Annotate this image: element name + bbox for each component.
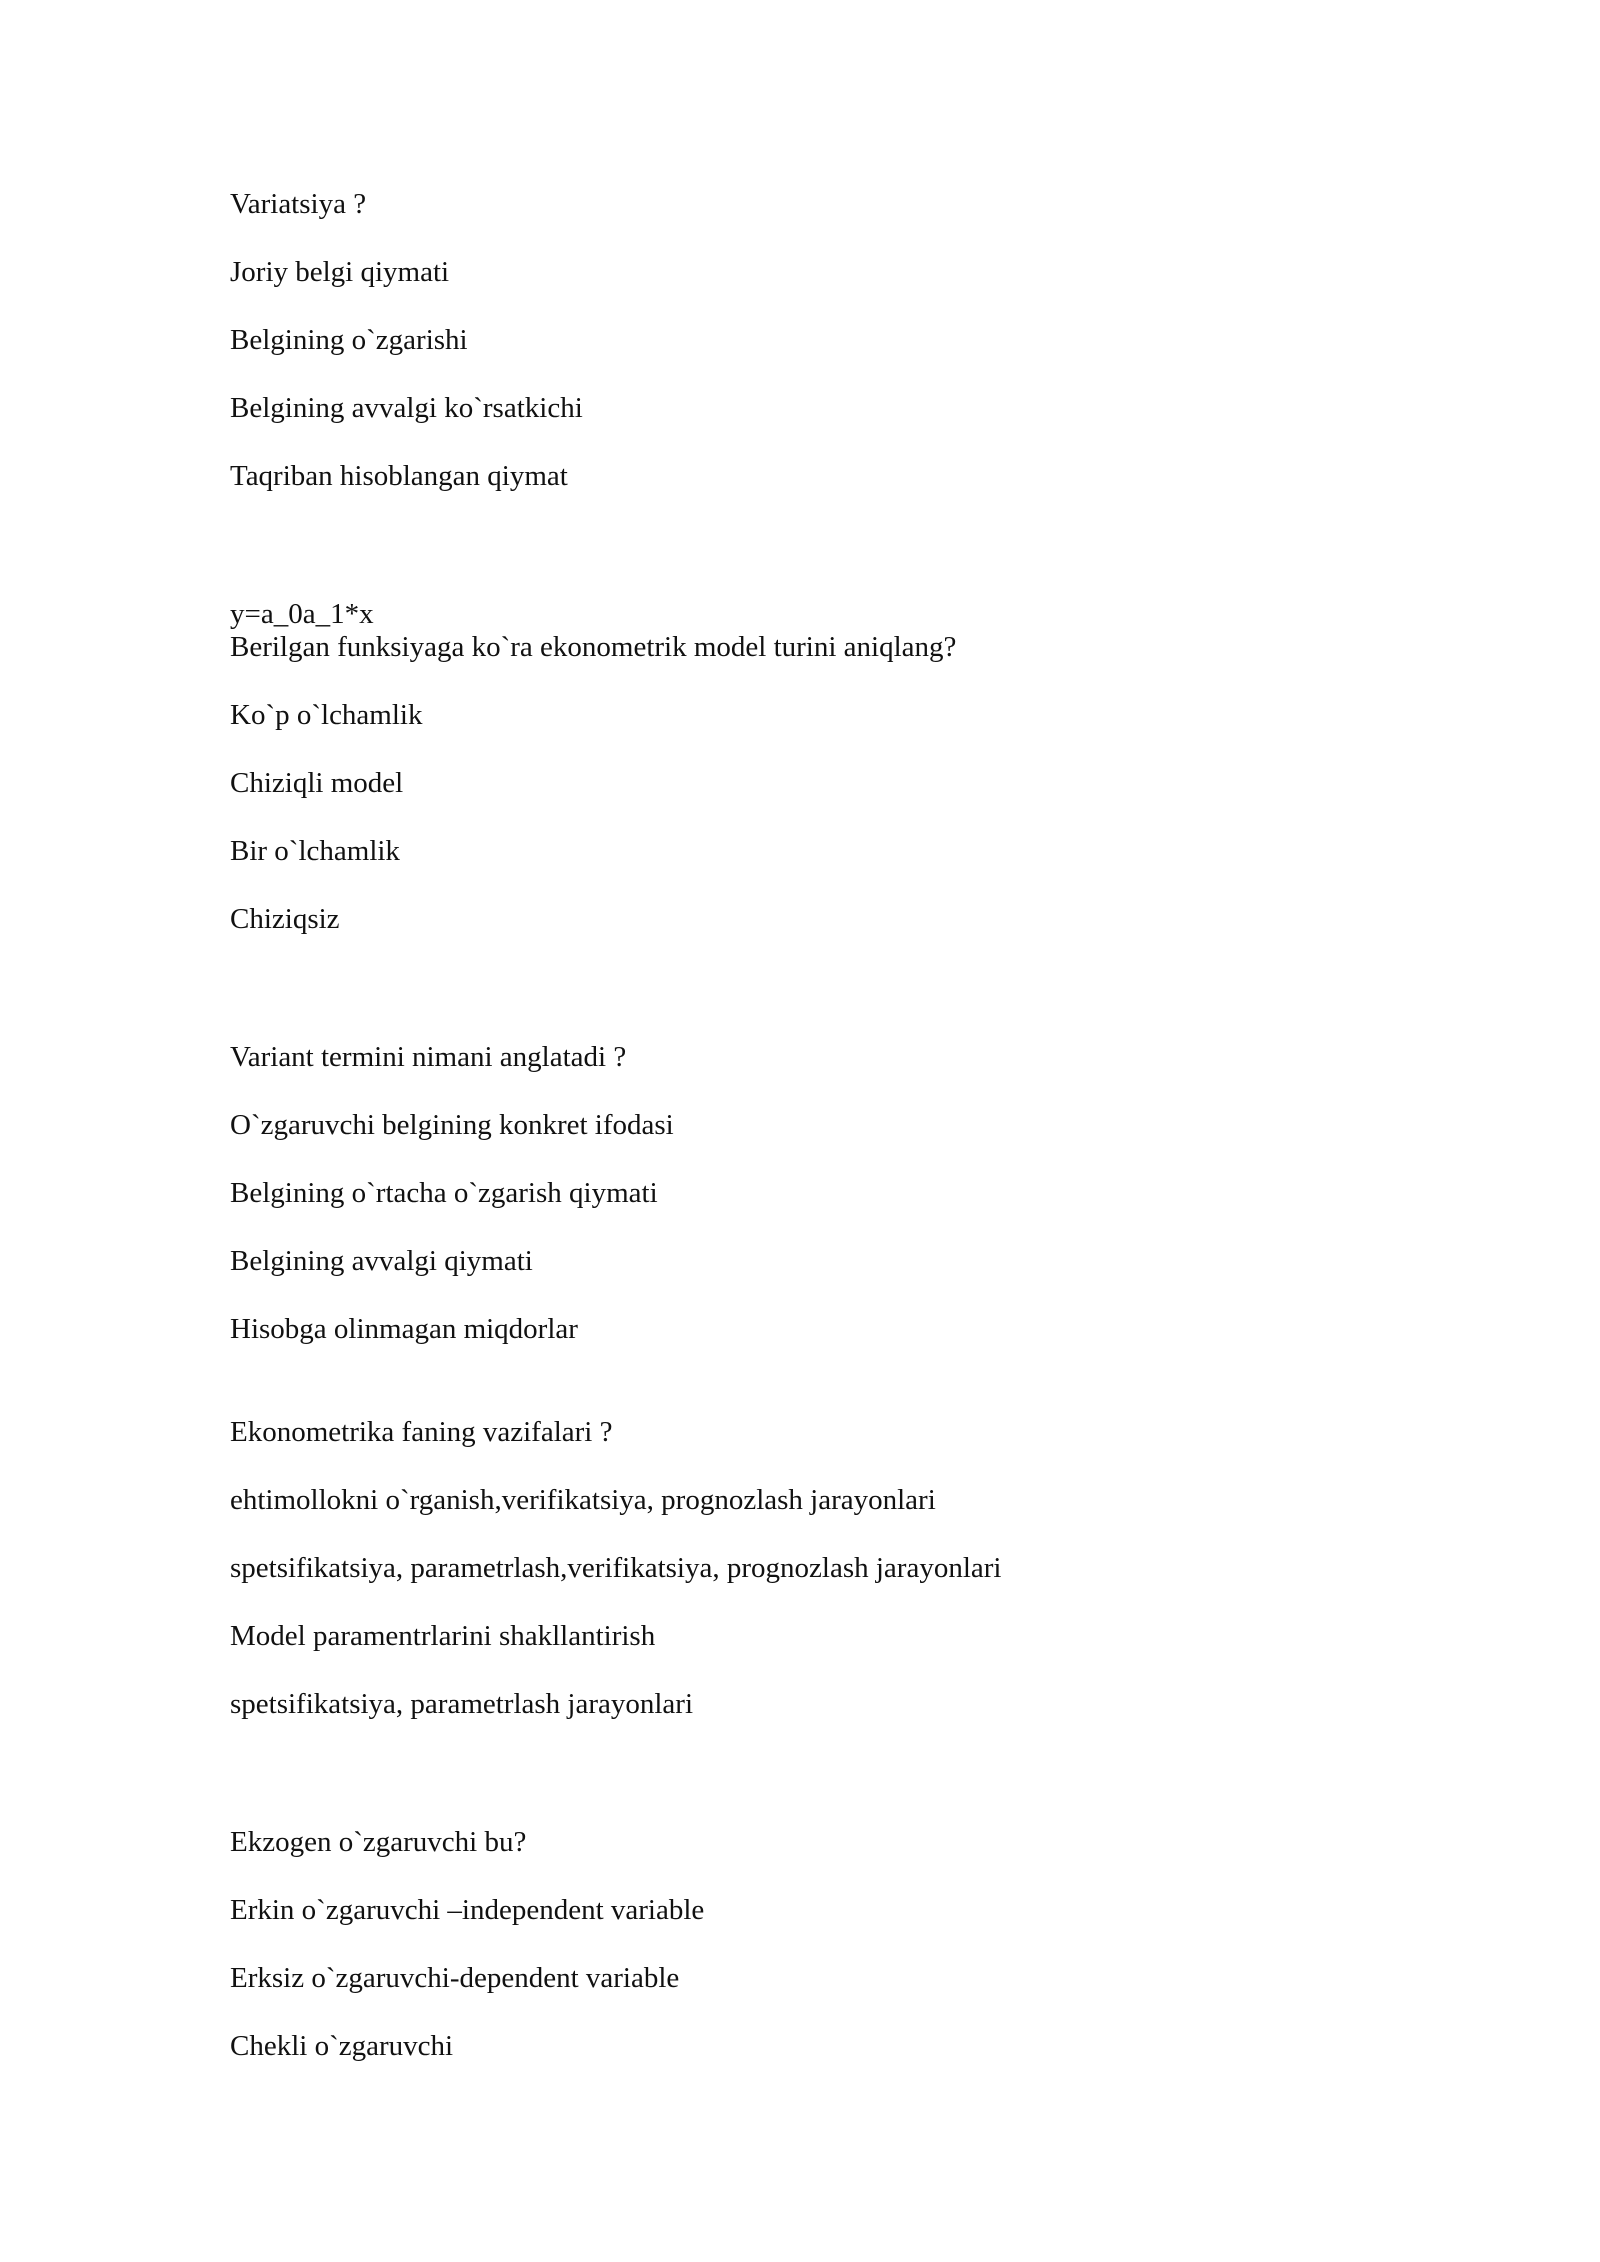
- answer-option: Belgining o`zgarishi: [230, 324, 468, 356]
- answer-option: Hisobga olinmagan miqdorlar: [230, 1313, 578, 1345]
- answer-option: Ko`p o`lchamlik: [230, 699, 423, 731]
- answer-option: spetsifikatsiya, parametrlash jarayonlari: [230, 1688, 694, 1720]
- answer-option: spetsifikatsiya, parametrlash,verifikatsiya, prognozlash jarayonlari: [230, 1552, 1002, 1584]
- answer-option: Erkin o`zgaruvchi –independent variable: [230, 1894, 705, 1926]
- answer-option: ehtimollokni o`rganish,verifikatsiya, prognozlash jarayonlari: [230, 1484, 936, 1516]
- answer-option: Belgining o`rtacha o`zgarish qiymati: [230, 1177, 658, 1209]
- answer-option: Joriy belgi qiymati: [230, 256, 450, 288]
- answer-option: Model paramentrlarini shakllantirish: [230, 1620, 656, 1652]
- answer-option: O`zgaruvchi belgining konkret ifodasi: [230, 1109, 674, 1141]
- answer-option: Chiziqli model: [230, 767, 404, 799]
- answer-option: Belgining avvalgi ko`rsatkichi: [230, 392, 583, 424]
- question-text: Berilgan funksiyaga ko`ra ekonometrik model turini aniqlang?: [230, 631, 957, 663]
- answer-option: Bir o`lchamlik: [230, 835, 400, 867]
- question-text: Ekzogen o`zgaruvchi bu?: [230, 1826, 527, 1858]
- formula-text: y=a_0a_1*x: [230, 598, 374, 630]
- answer-option: Chiziqsiz: [230, 903, 340, 935]
- question-text: Ekonometrika faning vazifalari ?: [230, 1416, 613, 1448]
- answer-option: Taqriban hisoblangan qiymat: [230, 460, 568, 492]
- answer-option: Erksiz o`zgaruvchi-dependent variable: [230, 1962, 680, 1994]
- answer-option: Belgining avvalgi qiymati: [230, 1245, 533, 1277]
- question-text: Variatsiya ?: [230, 188, 367, 220]
- question-text: Variant termini nimani anglatadi ?: [230, 1041, 627, 1073]
- answer-option: Chekli o`zgaruvchi: [230, 2030, 454, 2062]
